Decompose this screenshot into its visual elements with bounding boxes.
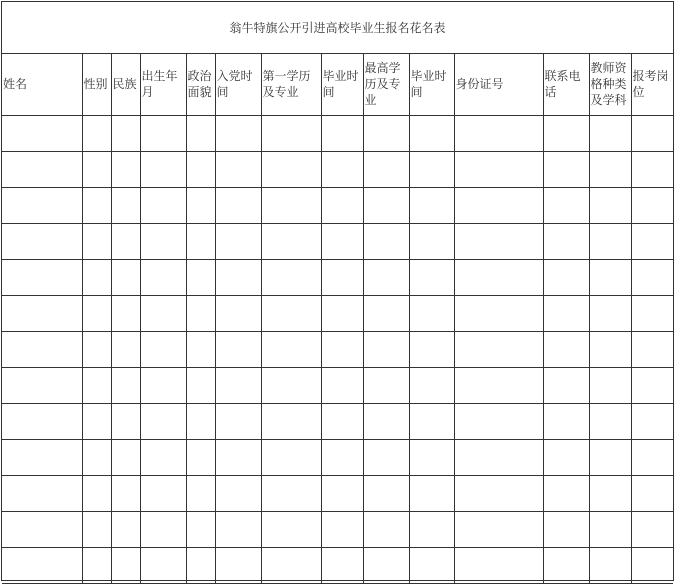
- table-cell: [543, 403, 589, 439]
- table-cell: [589, 439, 631, 475]
- header-ethnicity: 民族: [111, 54, 140, 115]
- table-cell: [363, 403, 409, 439]
- table-cell: [589, 187, 631, 223]
- table-cell: [82, 403, 111, 439]
- table-cell: [543, 259, 589, 295]
- table-cell: [140, 223, 186, 259]
- table-cell: [82, 439, 111, 475]
- table-cell: [261, 151, 321, 187]
- table-cell: [140, 367, 186, 403]
- table-cell: [111, 475, 140, 511]
- table-cell: [454, 151, 543, 187]
- table-cell: [215, 115, 261, 151]
- table-cell: [215, 151, 261, 187]
- table-cell: [454, 403, 543, 439]
- table-cell: [2, 547, 82, 583]
- table-cell: [543, 115, 589, 151]
- table-cell: [543, 223, 589, 259]
- table-cell: [409, 331, 454, 367]
- table-cell: [321, 331, 363, 367]
- table-cell: [454, 547, 543, 583]
- table-cell: [409, 403, 454, 439]
- header-name: 姓名: [2, 54, 82, 115]
- table-cell: [631, 547, 673, 583]
- table-cell: [631, 331, 673, 367]
- table-cell: [363, 151, 409, 187]
- table-cell: [2, 439, 82, 475]
- header-party-join-date: 入党时间: [215, 54, 261, 115]
- table-cell: [543, 511, 589, 547]
- table-cell: [215, 439, 261, 475]
- table-cell: [321, 511, 363, 547]
- table-cell: [543, 367, 589, 403]
- table-cell: [454, 367, 543, 403]
- table-cell: [186, 439, 215, 475]
- table-cell: [215, 259, 261, 295]
- table-cell: [363, 439, 409, 475]
- table-cell: [261, 439, 321, 475]
- table-cell: [186, 367, 215, 403]
- table-cell: [261, 331, 321, 367]
- table-cell: [589, 403, 631, 439]
- table-cell: [631, 295, 673, 331]
- table-row: [2, 475, 673, 511]
- table-row: [2, 151, 673, 187]
- table-cell: [321, 259, 363, 295]
- header-row: [2, 54, 673, 115]
- table-cell: [140, 187, 186, 223]
- table-cell: [631, 187, 673, 223]
- table-cell: [454, 475, 543, 511]
- table-cell: [454, 511, 543, 547]
- table-cell: [261, 403, 321, 439]
- table-cell: [186, 115, 215, 151]
- table-cell: [543, 475, 589, 511]
- table-cell: [409, 475, 454, 511]
- table-cell: [543, 187, 589, 223]
- table-row: [2, 223, 673, 259]
- table-row: [2, 259, 673, 295]
- table-cell: [111, 259, 140, 295]
- header-first-degree-major: 第一学历及专业: [261, 54, 321, 115]
- table-cell: [111, 187, 140, 223]
- table-cell: [589, 223, 631, 259]
- table-cell: [215, 403, 261, 439]
- table-cell: [409, 115, 454, 151]
- roster-table: [2, 54, 673, 584]
- table-cell: [2, 115, 82, 151]
- header-political-status: 政治面貌: [186, 54, 215, 115]
- table-cell: [543, 295, 589, 331]
- table-cell: [186, 259, 215, 295]
- table-cell: [82, 259, 111, 295]
- table-cell: [543, 331, 589, 367]
- table-cell: [111, 511, 140, 547]
- table-row: [2, 367, 673, 403]
- header-applied-position: 报考岗位: [631, 54, 673, 115]
- table-cell: [409, 295, 454, 331]
- table-row: [2, 295, 673, 331]
- table-row: [2, 547, 673, 583]
- table-cell: [111, 151, 140, 187]
- table-cell: [261, 115, 321, 151]
- table-cell: [409, 187, 454, 223]
- table-cell: [2, 187, 82, 223]
- table-cell: [140, 295, 186, 331]
- table-cell: [215, 187, 261, 223]
- table-cell: [82, 475, 111, 511]
- table-cell: [321, 547, 363, 583]
- table-cell: [321, 151, 363, 187]
- table-cell: [261, 367, 321, 403]
- table-cell: [140, 403, 186, 439]
- table-cell: [215, 295, 261, 331]
- sheet-title: 翁牛特旗公开引进高校毕业生报名花名表: [2, 2, 673, 54]
- table-row: [2, 187, 673, 223]
- table-cell: [261, 295, 321, 331]
- table-cell: [543, 439, 589, 475]
- table-cell: [631, 511, 673, 547]
- table-cell: [111, 115, 140, 151]
- table-cell: [454, 295, 543, 331]
- table-cell: [261, 223, 321, 259]
- table-cell: [215, 475, 261, 511]
- header-phone: 联系电话: [543, 54, 589, 115]
- table-cell: [321, 187, 363, 223]
- table-cell: [409, 439, 454, 475]
- table-cell: [2, 151, 82, 187]
- table-cell: [2, 259, 82, 295]
- table-cell: [2, 511, 82, 547]
- table-cell: [186, 403, 215, 439]
- table-cell: [589, 115, 631, 151]
- table-cell: [589, 511, 631, 547]
- table-row: [2, 331, 673, 367]
- table-cell: [631, 475, 673, 511]
- table-cell: [631, 151, 673, 187]
- table-cell: [111, 403, 140, 439]
- header-highest-graduation-date: 毕业时间: [409, 54, 454, 115]
- table-cell: [543, 151, 589, 187]
- table-cell: [363, 547, 409, 583]
- table-cell: [321, 439, 363, 475]
- table-cell: [409, 151, 454, 187]
- table-cell: [589, 475, 631, 511]
- table-row: [2, 511, 673, 547]
- table-cell: [215, 547, 261, 583]
- table-cell: [2, 223, 82, 259]
- table-cell: [321, 115, 363, 151]
- table-cell: [589, 295, 631, 331]
- table-cell: [321, 403, 363, 439]
- table-cell: [140, 151, 186, 187]
- table-cell: [215, 223, 261, 259]
- table-cell: [186, 547, 215, 583]
- table-row: [2, 403, 673, 439]
- table-cell: [543, 547, 589, 583]
- table-row: [2, 115, 673, 151]
- table-cell: [140, 259, 186, 295]
- table-cell: [82, 331, 111, 367]
- table-cell: [111, 295, 140, 331]
- table-cell: [363, 331, 409, 367]
- table-row: [2, 439, 673, 475]
- table-cell: [454, 187, 543, 223]
- table-cell: [2, 475, 82, 511]
- table-cell: [409, 547, 454, 583]
- table-cell: [186, 511, 215, 547]
- table-cell: [186, 223, 215, 259]
- table-cell: [111, 367, 140, 403]
- table-cell: [363, 475, 409, 511]
- table-cell: [111, 223, 140, 259]
- table-cell: [186, 331, 215, 367]
- table-cell: [454, 223, 543, 259]
- table-cell: [82, 223, 111, 259]
- table-cell: [82, 547, 111, 583]
- table-cell: [454, 115, 543, 151]
- table-cell: [261, 475, 321, 511]
- table-cell: [363, 367, 409, 403]
- table-cell: [2, 331, 82, 367]
- table-cell: [363, 511, 409, 547]
- table-cell: [589, 367, 631, 403]
- table-cell: [261, 511, 321, 547]
- table-cell: [409, 223, 454, 259]
- table-cell: [82, 115, 111, 151]
- table-cell: [140, 331, 186, 367]
- table-cell: [140, 115, 186, 151]
- table-cell: [82, 367, 111, 403]
- header-first-graduation-date: 毕业时间: [321, 54, 363, 115]
- table-cell: [454, 331, 543, 367]
- table-cell: [631, 367, 673, 403]
- table-cell: [140, 511, 186, 547]
- registration-sheet: [1, 1, 674, 581]
- table-cell: [321, 367, 363, 403]
- table-cell: [409, 511, 454, 547]
- table-cell: [261, 187, 321, 223]
- table-cell: [363, 223, 409, 259]
- table-cell: [363, 259, 409, 295]
- table-cell: [363, 187, 409, 223]
- table-cell: [2, 403, 82, 439]
- table-cell: [589, 547, 631, 583]
- table-cell: [82, 295, 111, 331]
- table-cell: [140, 439, 186, 475]
- table-cell: [82, 511, 111, 547]
- table-cell: [215, 511, 261, 547]
- table-cell: [631, 259, 673, 295]
- table-cell: [631, 223, 673, 259]
- header-id-number: 身份证号: [454, 54, 543, 115]
- table-cell: [589, 259, 631, 295]
- table-cell: [631, 403, 673, 439]
- table-cell: [111, 331, 140, 367]
- table-cell: [186, 475, 215, 511]
- table-cell: [82, 151, 111, 187]
- table-cell: [321, 295, 363, 331]
- table-cell: [186, 187, 215, 223]
- table-cell: [2, 367, 82, 403]
- table-cell: [2, 295, 82, 331]
- table-cell: [215, 367, 261, 403]
- table-cell: [363, 115, 409, 151]
- table-cell: [140, 547, 186, 583]
- table-cell: [82, 187, 111, 223]
- table-cell: [589, 151, 631, 187]
- table-cell: [631, 115, 673, 151]
- header-teacher-qualification: 教师资格种类及学科: [589, 54, 631, 115]
- table-cell: [111, 547, 140, 583]
- table-cell: [111, 439, 140, 475]
- table-cell: [215, 331, 261, 367]
- table-cell: [321, 223, 363, 259]
- table-cell: [186, 295, 215, 331]
- header-gender: 性别: [82, 54, 111, 115]
- table-cell: [409, 367, 454, 403]
- table-cell: [261, 547, 321, 583]
- table-cell: [589, 331, 631, 367]
- header-birth-date: 出生年月: [140, 54, 186, 115]
- table-cell: [261, 259, 321, 295]
- table-cell: [409, 259, 454, 295]
- table-cell: [454, 439, 543, 475]
- header-highest-degree-major: 最高学历及专业: [363, 54, 409, 115]
- table-cell: [186, 151, 215, 187]
- table-cell: [140, 475, 186, 511]
- table-cell: [363, 295, 409, 331]
- table-cell: [321, 475, 363, 511]
- table-cell: [454, 259, 543, 295]
- table-cell: [631, 439, 673, 475]
